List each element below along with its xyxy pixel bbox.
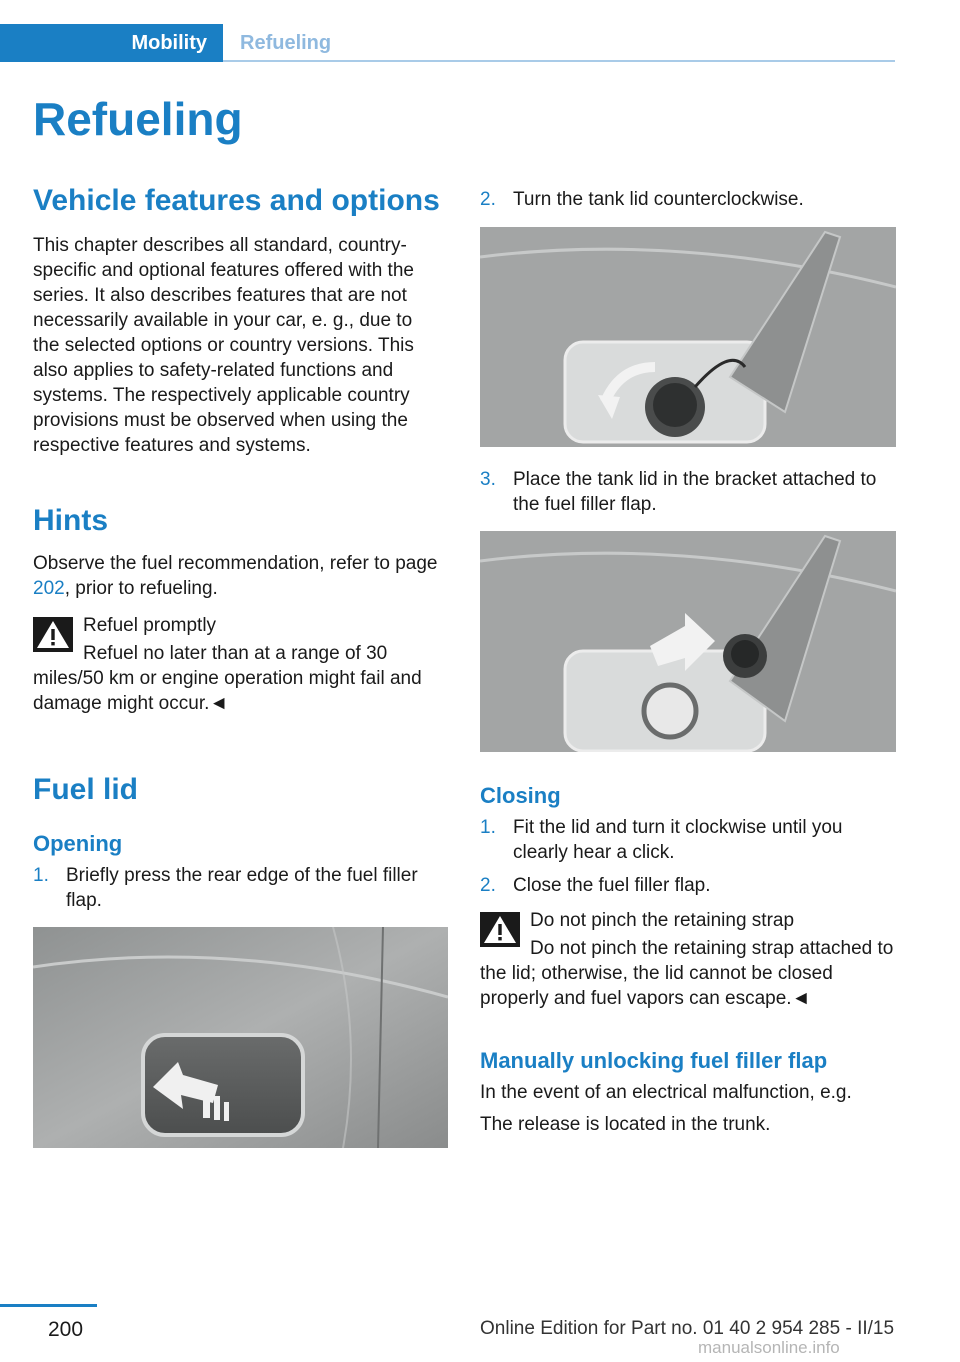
opening-heading: Opening: [33, 831, 123, 856]
hints-heading: Hints: [33, 504, 108, 537]
step-number: 1.: [480, 817, 496, 838]
step-text: Close the fuel filler flap.: [513, 875, 711, 896]
vehicle-features-heading: Vehicle features and options: [33, 184, 440, 217]
opening-step-3: [480, 467, 896, 517]
tank-lid-bracket-illustration: [480, 531, 896, 752]
header-section-tab[interactable]: Mobility: [0, 24, 223, 62]
retaining-strap-warning: [480, 908, 896, 1018]
tank-lid-turn-illustration: [480, 227, 896, 447]
step-number: 3.: [480, 469, 496, 490]
watermark: manualsonline.info: [698, 1338, 840, 1357]
step-number: 1.: [33, 865, 49, 886]
closing-step-1: [480, 815, 896, 865]
step-text: Turn the tank lid counterclockwise.: [513, 189, 804, 210]
header-subsection-tab[interactable]: Refueling: [240, 31, 332, 54]
manual-unlock-p2: The release is located in the trunk.: [480, 1114, 771, 1135]
step-number: 2.: [480, 189, 496, 210]
header-divider: [223, 60, 895, 62]
page-header: [0, 24, 895, 62]
opening-step-2: [480, 187, 896, 212]
footer-divider: [0, 1304, 97, 1307]
warning-body: Refuel no later than at a range of 30 miles/50 km or engine operation might fail and damage might occur.◄: [33, 643, 422, 714]
step-text: Briefly press the rear edge of the fuel filler flap.: [66, 865, 418, 911]
refuel-warning: [33, 613, 438, 723]
fuel-flap-press-figure: [33, 927, 448, 1148]
tank-lid-turn-figure: [480, 227, 896, 447]
step-number: 2.: [480, 875, 496, 896]
edition-text: Online Edition for Part no. 01 40 2 954 285 - II/15: [480, 1318, 895, 1339]
warning-title: Refuel promptly: [83, 615, 217, 636]
step-text: Place the tank lid in the bracket attached to the fuel filler flap.: [513, 469, 877, 515]
vehicle-features-body: This chapter describes all standard, country-specific and optional features offered with the series. It also describes features that are not necessarily available in your car, e. g., due to the selected options or country versions. This also applies to safety-related functions and systems. The respectively applicable country provisions must be observed when using the respective features and systems.: [33, 235, 414, 456]
manual-unlock-p1: In the event of an electrical malfunction, e.g.: [480, 1082, 852, 1103]
closing-heading: Closing: [480, 783, 561, 808]
closing-step-2: [480, 873, 896, 898]
hints-text-before: Observe the fuel recommendation, refer to page: [33, 553, 438, 574]
fuel-lid-heading: Fuel lid: [33, 773, 138, 806]
hints-body: [33, 551, 438, 601]
opening-step-1: [33, 863, 438, 913]
page-link[interactable]: 202: [33, 578, 65, 599]
step-text: Fit the lid and turn it clockwise until you clearly hear a click.: [513, 817, 843, 863]
page-number: 200: [48, 1318, 84, 1341]
hints-text-after: , prior to refueling.: [64, 578, 218, 599]
warning-body: Do not pinch the retaining strap attached to the lid; otherwise, the lid cannot be closed properly and fuel vapors can escape.◄: [480, 938, 894, 1009]
tank-lid-bracket-figure: [480, 531, 896, 752]
warning-title: Do not pinch the retaining strap: [530, 910, 795, 931]
chapter-title: Refueling: [33, 93, 243, 145]
manual-unlock-heading: Manually unlocking fuel filler flap: [480, 1048, 828, 1073]
fuel-flap-illustration: [33, 927, 448, 1148]
